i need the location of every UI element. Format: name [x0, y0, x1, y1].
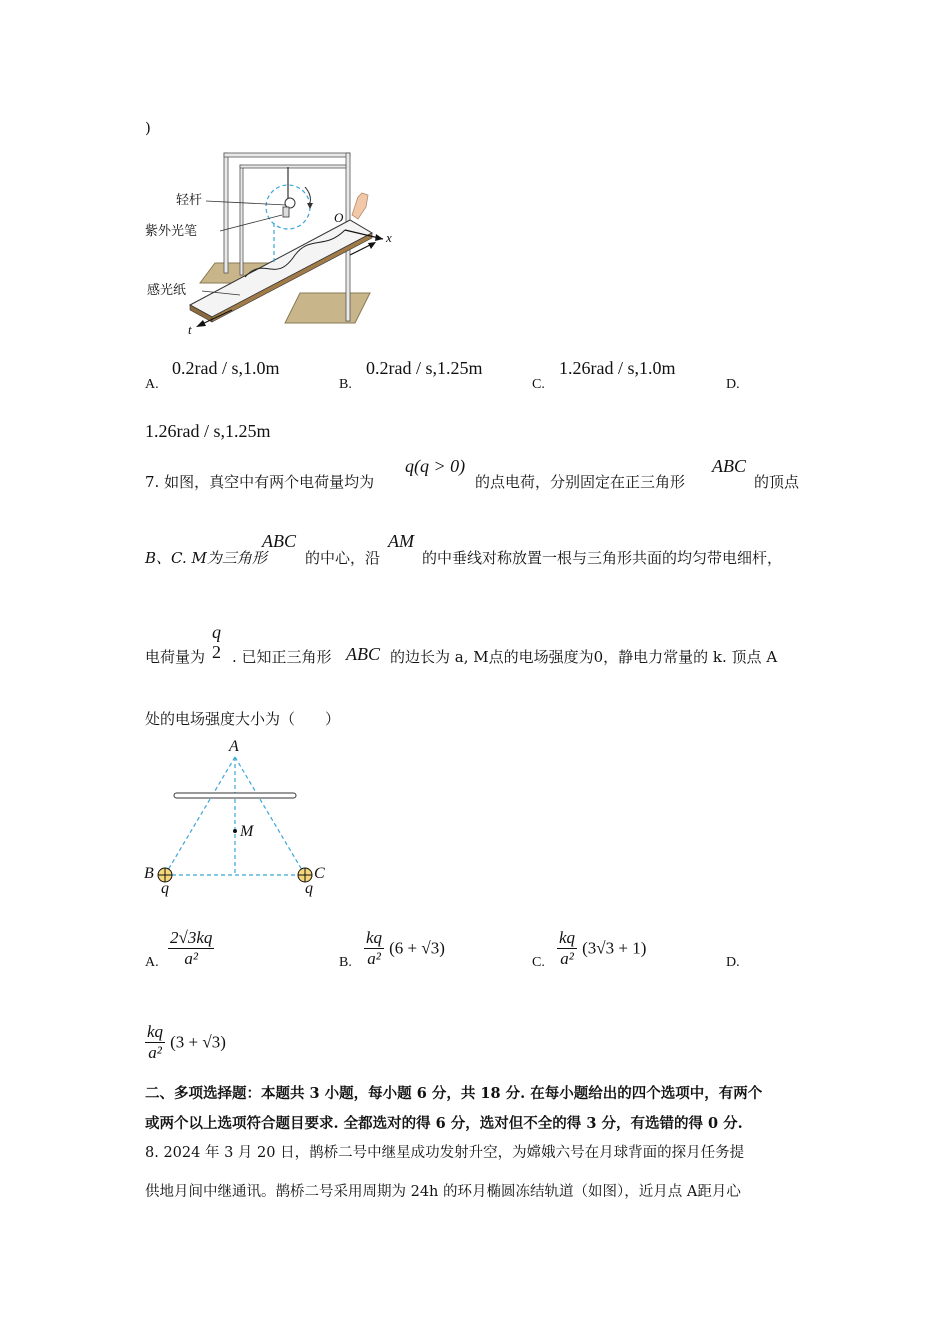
label-charge-b: q: [161, 880, 169, 897]
q6-option-d-value: 1.26rad / s,1.25m: [145, 421, 271, 441]
q7-line1-mid: 的点电荷，分别固定在正三角形: [475, 473, 686, 491]
label-center-m: M: [240, 823, 254, 840]
q7-triangle-abc-2: ABC: [262, 531, 296, 551]
q8-line2: 供地月间中继通讯。鹊桥二号采用周期为 24h 的环月椭圆冻结轨道（如图），近月点 A距月心: [145, 1184, 741, 1200]
q7-segment-am: AM: [388, 531, 414, 551]
q7-triangle-abc-1: ABC: [712, 456, 746, 476]
hand-icon: [352, 193, 368, 219]
triangle-side-ac: [235, 757, 305, 875]
q6-option-b-letter: B.: [339, 377, 352, 392]
q8-line1: 8. 2024 年 3 月 20 日，鹊桥二号中继星成功发射升空，为嫦娥六号在月球背面的探月任务提: [145, 1145, 745, 1161]
q7-triangle-abc-3: ABC: [346, 644, 380, 664]
q6-option-a-letter: A.: [145, 377, 159, 392]
q7-charge-expr: q(q > 0): [405, 456, 466, 476]
q7-line1-end: 的顶点: [754, 473, 800, 491]
q7-option-b-expr: $\frac{kq}{\text{a²}}$ (6 + √3): [366, 928, 445, 968]
q6-option-a-value: 0.2rad / s,1.0m: [172, 358, 280, 378]
label-light-rod: 轻杆: [176, 193, 203, 208]
q7-line2-mid: 的中心，沿: [305, 549, 381, 567]
q7-option-c-letter: C.: [532, 955, 545, 970]
triangle-side-ab: [165, 757, 235, 875]
label-vertex-a: A: [229, 738, 239, 755]
q7-line2-end: 的中垂线对称放置一根与三角形共面的均匀带电细杆，: [422, 549, 783, 567]
figure-q7-triangle: [140, 735, 340, 900]
figure-q6-apparatus: [140, 145, 400, 345]
q7-line4: 处的电场强度大小为（ ）: [145, 710, 341, 728]
q6-option-d-letter: D.: [726, 377, 740, 392]
label-photosensitive-paper: 感光纸: [147, 283, 187, 298]
q7-option-a-letter: A.: [145, 955, 159, 970]
q7-line2-start: B、C. M为三角形: [145, 549, 267, 567]
q6-option-c-letter: C.: [532, 377, 545, 392]
charged-rod: [174, 793, 296, 798]
q7-charge-fraction: q 2: [212, 622, 221, 662]
q7-number: 7.: [145, 473, 160, 491]
prev-question-tail: ): [145, 119, 151, 137]
label-x-axis: x: [386, 230, 392, 245]
label-vertex-b: B: [144, 865, 154, 882]
label-charge-c: q: [305, 880, 313, 897]
q7-line1: 7. 如图，真空中有两个电荷量均为: [145, 473, 375, 491]
frame-left-post: [224, 153, 228, 273]
q6-option-b-value: 0.2rad / s,1.25m: [366, 358, 483, 378]
center-point-m: [233, 829, 237, 833]
label-uv-pen: 紫外光笔: [145, 224, 198, 239]
q7-option-d-expr: $\frac{kq}{\text{a²}}$ (3 + √3): [147, 1022, 226, 1062]
q7-line3-mid: . 已知正三角形: [232, 648, 332, 666]
frame-top-bar: [224, 153, 350, 157]
q7-option-b-letter: B.: [339, 955, 352, 970]
frame-inner-bar: [240, 165, 346, 168]
section2-line2: 或两个以上选项符合题目要求. 全都选对的得 6 分，选对但不全的得 3 分，有选错的得 0 分.: [145, 1115, 743, 1132]
q7-line3-end: 的边长为 a, M点的电场强度为0，静电力常量的 k. 顶点 A: [390, 648, 778, 666]
q6-option-c-value: 1.26rad / s,1.0m: [559, 358, 676, 378]
frame-inner-post: [240, 165, 243, 275]
section2-line1: 二、多项选择题：本题共 3 小题，每小题 6 分，共 18 分. 在每小题给出的四个选项中，有两个: [145, 1085, 763, 1102]
right-base-plate: [285, 293, 370, 323]
label-origin-O: O: [334, 210, 344, 225]
q7-line3-start: 电荷量为: [145, 648, 206, 666]
uv-pen: [283, 207, 289, 217]
q7-option-d-letter: D.: [726, 955, 740, 970]
q7-option-a-expr: $\frac{2√3kq}{\text{a²}}$: [170, 928, 213, 968]
label-t-axis: t: [188, 322, 192, 337]
q7-option-c-expr: $\frac{kq}{\text{a²}}$ (3√3 + 1): [559, 928, 647, 968]
label-vertex-c: C: [314, 865, 325, 882]
